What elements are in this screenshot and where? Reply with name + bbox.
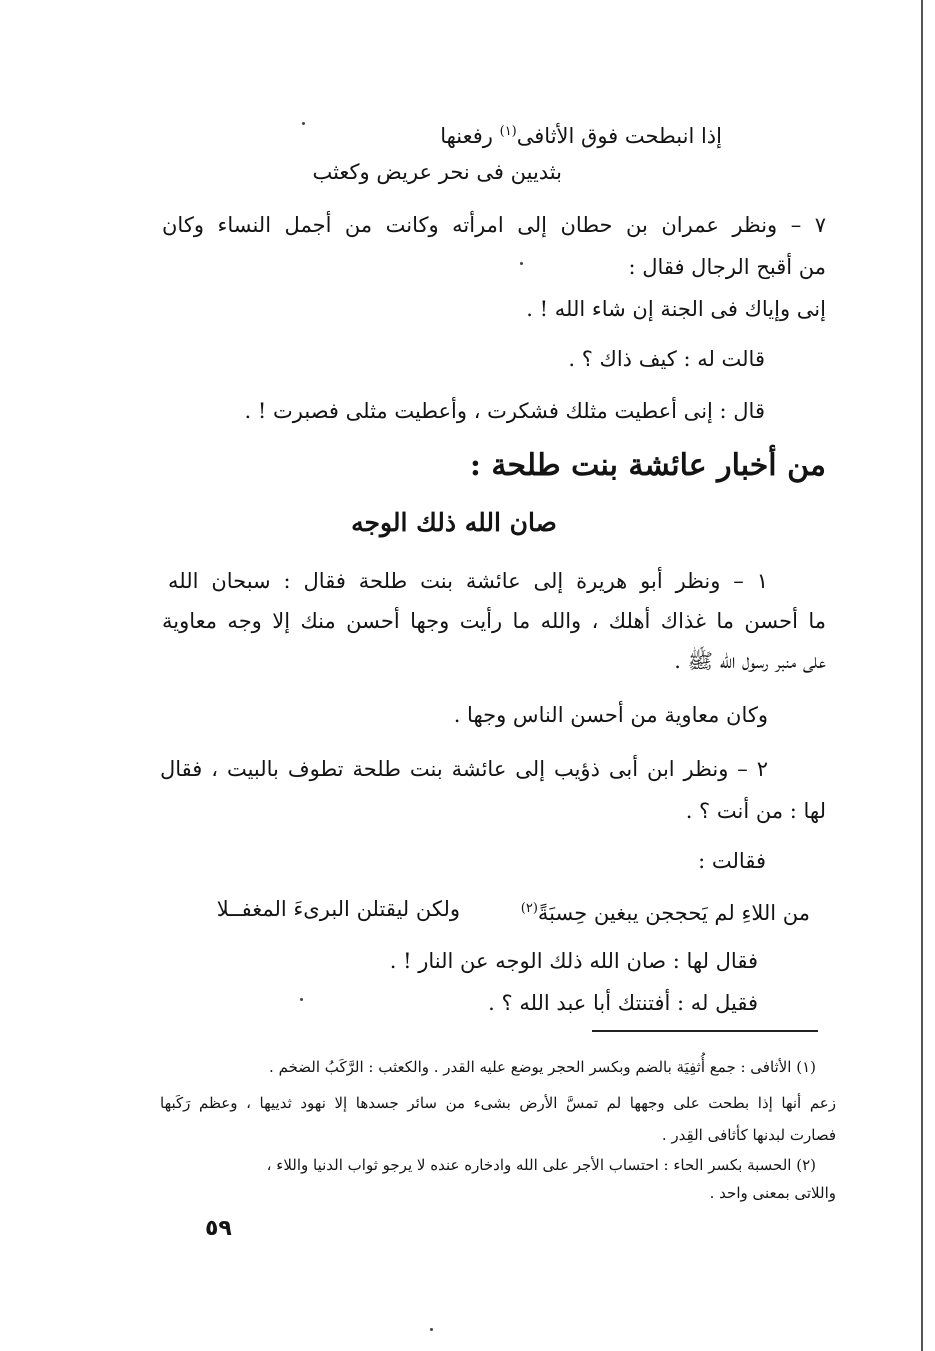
para1-line-4: وكان معاوية من أحسن الناس وجها . <box>453 703 768 727</box>
section-title: من أخبار عائشة بنت طلحة : <box>469 448 826 483</box>
footnote-1-line-3: فصارت لبدنها كأثافى القِدر . <box>661 1126 836 1144</box>
para1-line-2: ما أحسن ما غذاك أهلك ، والله ما رأيت وجها أحسن منك إلا وجه معاوية <box>162 609 826 633</box>
para1-line-1: ١ – ونظر أبو هريرة إلى عائشة بنت طلحة فقال : سبحان الله <box>168 569 768 593</box>
footnote-2-line-1: (٢) الحسبة بكسر الحاء : احتساب الأجر على الله وادخاره عنده لا يرجو ثواب الدنيا واللاء ، <box>266 1156 816 1174</box>
footnote-1-line-2: زعم أنها إذا بطحت على وجهها لم تمسَّ الأرض بشىء من سائر جسدها إلا نهود ثدييها ، وعظم رَكَبها <box>160 1094 836 1112</box>
para2-line-5: فقيل له : أفتنتك أبا عبد الله ؟ . <box>488 991 758 1015</box>
scan-speck <box>300 998 303 1001</box>
para1-line-3: على منبر رسول الله ﷺ . <box>674 649 826 673</box>
para7-line-2: من أقبح الرجال فقال : <box>628 255 826 279</box>
scan-speck <box>302 122 305 125</box>
footnote-ref-2: (٢) <box>520 901 538 916</box>
para2-line-1: ٢ – ونظر ابن أبى ذؤيب إلى عائشة بنت طلحة تطوف بالبيت ، فقال <box>160 757 768 781</box>
footnote-2-line-2: واللاتى بمعنى واحد . <box>709 1184 836 1202</box>
para7-line-1: ٧ – ونظر عمران بن حطان إلى امرأته وكانت من أجمل النساء وكان <box>162 213 826 237</box>
verse-line-1-text: إذا انبطحت فوق الأثافى <box>516 124 722 148</box>
verse2-left-hemistich: ولكن ليقتلن البرىءَ المغفــلا <box>216 897 460 921</box>
page-number: ٥٩ <box>205 1216 232 1241</box>
para7-line-3: إنى وإياك فى الجنة إن شاء الله ! . <box>526 297 826 321</box>
para7-line-5: قال : إنى أعطيت مثلك فشكرت ، وأعطيت مثلى فصبرت ! . <box>244 399 765 423</box>
subsection-title: صان الله ذلك الوجه <box>351 508 557 537</box>
para2-line-2: لها : من أنت ؟ . <box>685 799 826 823</box>
verse2-right-text: من اللاءِ لم يَحججن يبغين حِسبَةً <box>537 901 810 925</box>
footnote-ref-1: (١) <box>499 124 517 139</box>
para2-line-3: فقالت : <box>698 849 766 873</box>
verse-line-2: بثديين فى نحر عريض وكعثب <box>312 160 562 184</box>
scan-speck <box>520 262 523 265</box>
verse-line-1 <box>380 117 722 151</box>
verse2-right-hemistich <box>490 894 810 928</box>
verse-line-1-end: رفعنها <box>440 124 500 148</box>
para2-line-4: فقال لها : صان الله ذلك الوجه عن النار ! . <box>389 949 758 973</box>
footnote-separator <box>592 1030 818 1032</box>
para7-line-4: قالت له : كيف ذاك ؟ . <box>568 347 765 371</box>
footnote-1-line-1: (١) الأثافى : جمع أُثفِيَة بالضم وبكسر الحجر يوضع عليه القدر . والكعثب : الرَّكَبُ الضخم . <box>269 1058 816 1076</box>
scan-edge-line <box>921 0 923 1351</box>
scan-speck <box>430 1328 433 1331</box>
